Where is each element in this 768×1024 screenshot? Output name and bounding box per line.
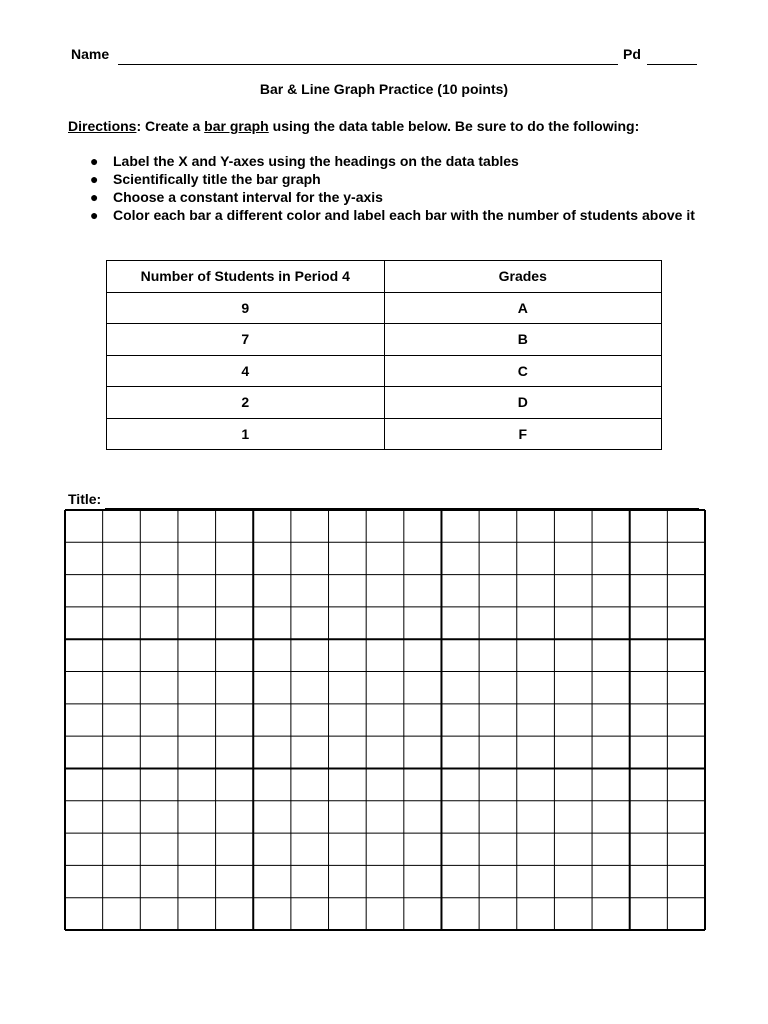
cell-students: 2	[107, 387, 385, 419]
instruction-text: Color each bar a different color and label each bar with the number of students above it	[113, 207, 695, 223]
bullet-icon: ●	[90, 207, 99, 223]
cell-students: 9	[107, 292, 385, 324]
directions-label: Directions	[68, 118, 137, 134]
period-label: Pd	[623, 46, 641, 62]
instruction-text: Scientifically title the bar graph	[113, 171, 321, 187]
bullet-icon: ●	[90, 153, 99, 169]
column-header-grades: Grades	[384, 261, 662, 293]
name-label: Name	[71, 46, 110, 62]
cell-students: 4	[107, 355, 385, 387]
cell-students: 1	[107, 418, 385, 450]
directions-text-after: using the data table below. Be sure to do the following:	[268, 118, 640, 134]
column-header-students: Number of Students in Period 4	[107, 261, 385, 293]
cell-grade: B	[384, 324, 662, 356]
instruction-text: Choose a constant interval for the y-axis	[113, 189, 383, 205]
cell-grade: A	[384, 292, 662, 324]
cell-students: 7	[107, 324, 385, 356]
cell-grade: D	[384, 387, 662, 419]
cell-grade: C	[384, 355, 662, 387]
graph-title-label: Title:	[68, 491, 102, 507]
worksheet-title: Bar & Line Graph Practice (10 points)	[259, 81, 509, 97]
bullet-icon: ●	[90, 171, 99, 187]
directions-emphasis: bar graph	[204, 118, 269, 134]
cell-grade: F	[384, 418, 662, 450]
instruction-text: Label the X and Y-axes using the headings on the data tables	[113, 153, 519, 169]
bullet-icon: ●	[90, 189, 99, 205]
directions-text-before: : Create a	[136, 118, 205, 134]
